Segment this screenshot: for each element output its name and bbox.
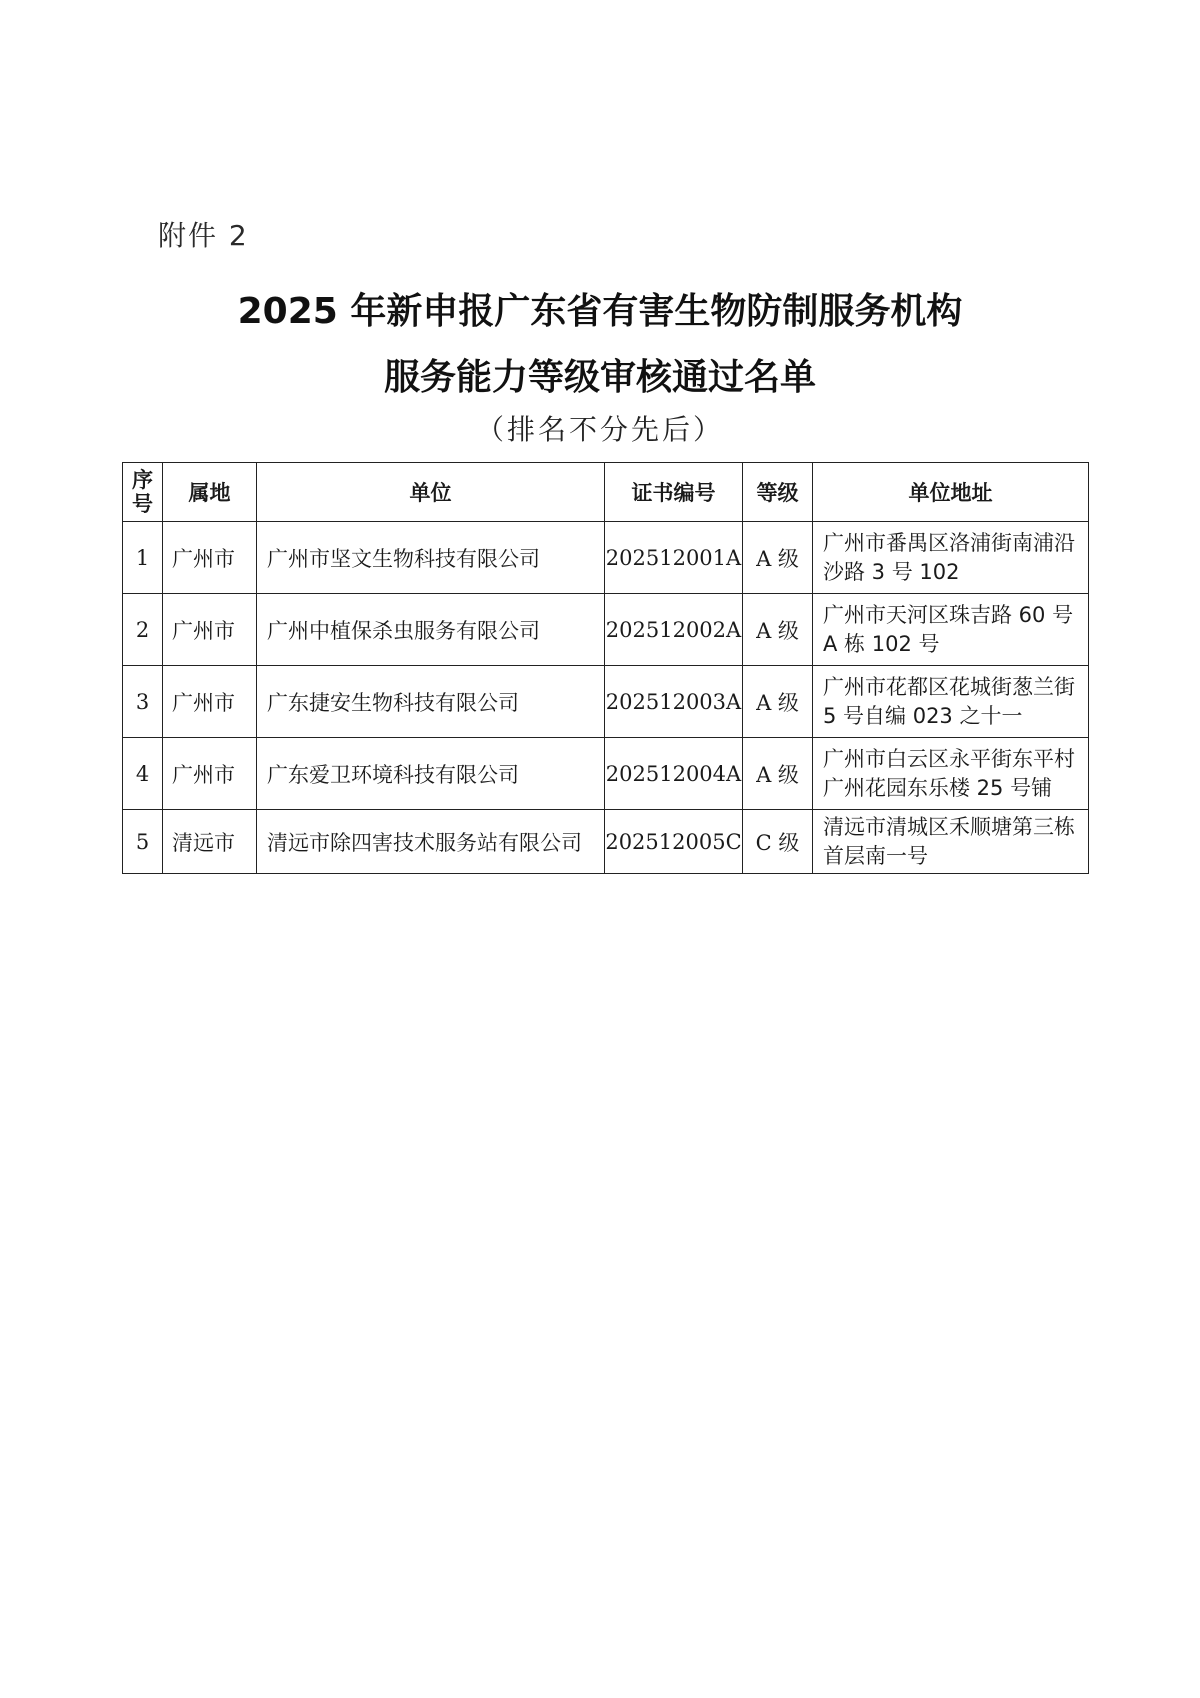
cell-address: 广州市白云区永平街东平村广州花园东乐楼 25 号铺 — [813, 738, 1089, 810]
cell-cert-no: 202512001A — [605, 522, 743, 594]
attachment-label: 附件 2 — [158, 219, 249, 252]
cell-region: 广州市 — [163, 738, 257, 810]
cell-seq: 3 — [123, 666, 163, 738]
cell-unit: 广州中植保杀虫服务有限公司 — [257, 594, 605, 666]
document-title-line1: 2025 年新申报广东省有害生物防制服务机构 — [237, 291, 963, 332]
cell-cert-no: 202512003A — [605, 666, 743, 738]
ranking-note: （排名不分先后） — [475, 413, 724, 446]
column-header-level: 等级 — [743, 463, 813, 522]
table-row — [123, 810, 1089, 874]
cell-seq: 1 — [123, 522, 163, 594]
column-header-seq-line1: 序 — [132, 468, 153, 492]
cell-region: 广州市 — [163, 594, 257, 666]
cell-seq: 2 — [123, 594, 163, 666]
cell-unit: 广州市坚文生物科技有限公司 — [257, 522, 605, 594]
cell-address: 广州市天河区珠吉路 60 号 A 栋 102 号 — [813, 594, 1089, 666]
cell-region: 清远市 — [163, 810, 257, 874]
cell-region: 广州市 — [163, 666, 257, 738]
cell-address: 清远市清城区禾顺塘第三栋首层南一号 — [813, 810, 1089, 874]
cell-region: 广州市 — [163, 522, 257, 594]
cell-address: 广州市番禺区洛浦街南浦沿沙路 3 号 102 — [813, 522, 1089, 594]
cell-level: A 级 — [743, 666, 813, 738]
column-header-region: 属地 — [163, 463, 257, 522]
cell-seq: 4 — [123, 738, 163, 810]
cell-level: A 级 — [743, 594, 813, 666]
table-row — [123, 522, 1089, 594]
column-header-address: 单位地址 — [813, 463, 1089, 522]
cell-cert-no: 202512005C — [605, 810, 743, 874]
column-header-seq — [123, 463, 163, 522]
cell-unit: 广东爱卫环境科技有限公司 — [257, 738, 605, 810]
cell-cert-no: 202512002A — [605, 594, 743, 666]
document-title-line2: 服务能力等级审核通过名单 — [383, 357, 816, 398]
column-header-unit: 单位 — [257, 463, 605, 522]
cell-level: A 级 — [743, 522, 813, 594]
cell-level: C 级 — [743, 810, 813, 874]
column-header-seq-line2: 号 — [132, 492, 153, 516]
cell-seq: 5 — [123, 810, 163, 874]
approved-list-table — [122, 462, 1089, 874]
table-row — [123, 666, 1089, 738]
table-header-row — [123, 463, 1089, 522]
cell-unit: 清远市除四害技术服务站有限公司 — [257, 810, 605, 874]
cell-level: A 级 — [743, 738, 813, 810]
cell-unit: 广东捷安生物科技有限公司 — [257, 666, 605, 738]
table-row — [123, 738, 1089, 810]
cell-address: 广州市花都区花城街葱兰街 5 号自编 023 之十一 — [813, 666, 1089, 738]
cell-cert-no: 202512004A — [605, 738, 743, 810]
column-header-cert-no: 证书编号 — [605, 463, 743, 522]
table-row — [123, 594, 1089, 666]
